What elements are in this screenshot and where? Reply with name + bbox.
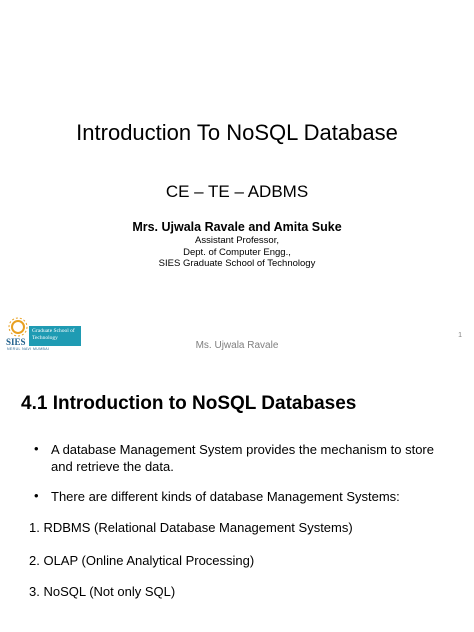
bullet-marker: • [34, 441, 39, 456]
logo-box-text: Graduate School of Technology [32, 328, 75, 341]
slide-title: Introduction To NoSQL Database [76, 120, 398, 145]
section-heading: 4.1 Introduction to NoSQL Databases [21, 393, 357, 414]
bullet-item: There are different kinds of database Management Systems: [51, 489, 400, 504]
affiliation-line: Assistant Professor, [195, 235, 279, 246]
page-number: 1 [458, 332, 462, 339]
affiliation-line: Dept. of Computer Engg., [183, 247, 291, 258]
content-slide [0, 362, 474, 632]
bullet-item: A database Management System provides the mechanism to store and retrieve the data. [51, 442, 434, 474]
affiliation-line: SIES Graduate School of Technology [158, 258, 316, 269]
numbered-item: 1. RDBMS (Relational Database Management Systems) [29, 520, 353, 535]
footer-author: Ms. Ujwala Ravale [195, 340, 279, 351]
sun-icon [7, 316, 29, 338]
numbered-item: 3. NoSQL (Not only SQL) [29, 584, 176, 599]
logo-name: SIES [6, 337, 26, 347]
bullet-marker: • [34, 488, 39, 503]
numbered-item: 2. OLAP (Online Analytical Processing) [29, 553, 255, 568]
authors: Mrs. Ujwala Ravale and Amita Suke [132, 220, 342, 234]
logo-tagline: NERUL NAVI MUMBAI [7, 347, 50, 351]
course-subtitle: CE – TE – ADBMS [165, 182, 309, 201]
